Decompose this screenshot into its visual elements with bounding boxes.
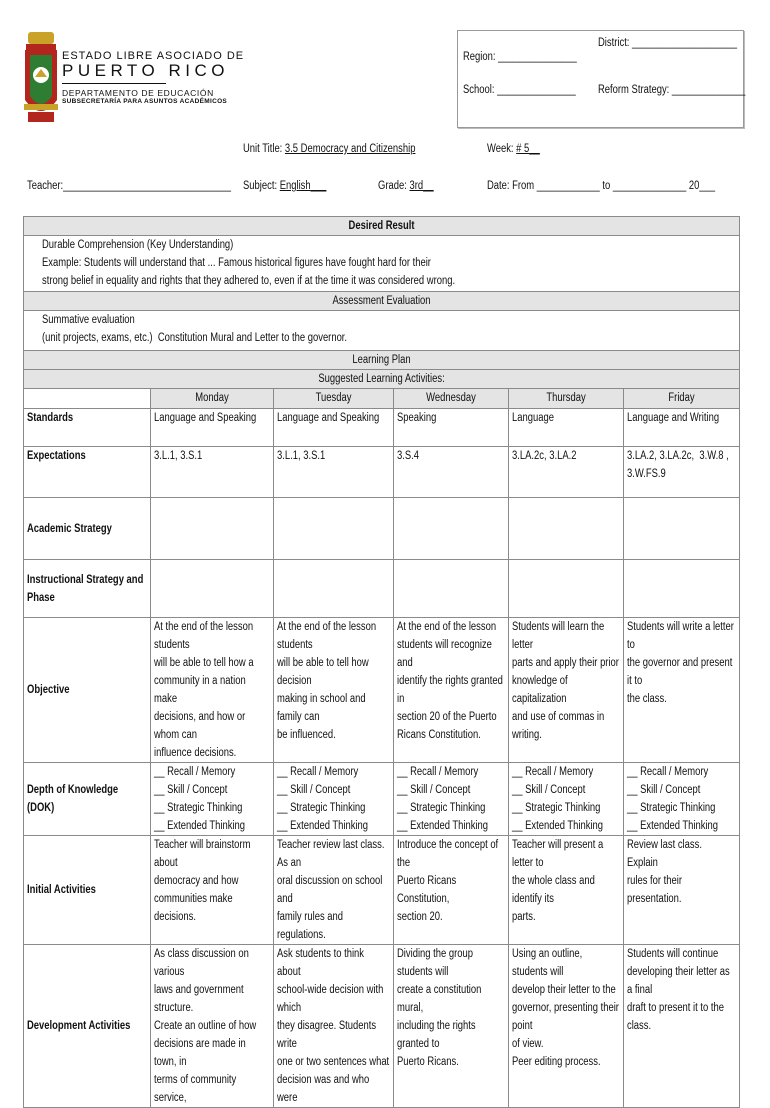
activity-cell-wednesday[interactable]: Dividing the group students will create a constitution mural, including the rights granted to Puerto Ricans.: [394, 945, 509, 1108]
header-line-4: SUBSECRETARÍA PARA ASUNTOS ACADÉMICOS: [62, 98, 228, 105]
header-line-2: PUERTO RICO: [62, 61, 229, 80]
table-row: [24, 945, 740, 1108]
activity-cell-monday[interactable]: 3.L.1, 3.S.1: [151, 447, 274, 498]
activity-cell-wednesday[interactable]: Speaking: [394, 409, 509, 447]
activity-cell-thursday[interactable]: Language: [509, 409, 624, 447]
activity-cell-wednesday[interactable]: [394, 560, 509, 618]
table-row: [24, 498, 740, 560]
activity-cell-tuesday[interactable]: Language and Speaking: [274, 409, 394, 447]
unit-title-label: Unit Title:: [243, 143, 283, 155]
activity-cell-monday[interactable]: At the end of the lesson students will be able to tell how a community in a nation make decisions, and how or whom can influence decisions.: [151, 618, 274, 763]
lesson-plan-table: [23, 216, 740, 1108]
coat-of-arms-seal: [22, 30, 60, 126]
row-label: Academic Strategy: [24, 498, 151, 560]
activity-cell-wednesday[interactable]: [394, 498, 509, 560]
activity-cell-tuesday[interactable]: Teacher review last class. As an oral discussion on school and family rules and regulations.: [274, 836, 394, 945]
row-label: Depth of Knowledge (DOK): [24, 763, 151, 836]
summative-text: Summative evaluation (unit projects, exams, etc.) Constitution Mural and Letter to the governor.: [42, 314, 348, 344]
day-header-monday: Monday: [151, 389, 274, 409]
activity-cell-monday[interactable]: Teacher will brainstorm about democracy and how communities make decisions.: [151, 836, 274, 945]
day-header-friday: Friday: [624, 389, 740, 409]
suggested-activities-heading: Suggested Learning Activities:: [24, 370, 740, 389]
activity-cell-tuesday[interactable]: [274, 560, 394, 618]
activity-cell-wednesday[interactable]: 3.S.4: [394, 447, 509, 498]
table-row: [24, 763, 740, 836]
table-row: [24, 836, 740, 945]
agency-header: [62, 50, 244, 105]
row-label: Objective: [24, 618, 151, 763]
day-header-thursday: Thursday: [509, 389, 624, 409]
activity-cell-friday[interactable]: [624, 560, 740, 618]
row-label: Expectations: [24, 447, 151, 498]
activity-cell-thursday[interactable]: Teacher will present a letter to the whole class and identify its parts.: [509, 836, 624, 945]
activity-cell-thursday[interactable]: Using an outline, students will develop their letter to the governor, presenting their point of view. Peer editing process.: [509, 945, 624, 1108]
activity-cell-wednesday[interactable]: At the end of the lesson students will recognize and identify the rights granted in section 20 of the Puerto Ricans Constitution.: [394, 618, 509, 763]
activity-cell-friday[interactable]: __ Recall / Memory __ Skill / Concept __ Strategic Thinking __ Extended Thinking: [624, 763, 740, 836]
day-header-wednesday: Wednesday: [394, 389, 509, 409]
desired-result-heading: Desired Result: [24, 217, 740, 236]
header-divider: [62, 83, 166, 84]
learning-plan-heading: Learning Plan: [24, 351, 740, 370]
activity-cell-friday[interactable]: Review last class. Explain rules for their presentation.: [624, 836, 740, 945]
unit-title-value[interactable]: 3.5 Democracy and Citizenship: [284, 143, 416, 155]
row-label: Standards: [24, 409, 151, 447]
row-label: Initial Activities: [24, 836, 151, 945]
unit-title: [243, 143, 415, 155]
subject: Subject: English___: [243, 180, 327, 192]
activity-cell-tuesday[interactable]: Ask students to think about school-wide decision with which they disagree. Students write one or two sentences what decision was and who were: [274, 945, 394, 1108]
activity-cell-friday[interactable]: Language and Writing: [624, 409, 740, 447]
teacher-field[interactable]: ________________________________: [63, 180, 232, 192]
teacher: [27, 180, 231, 192]
grade: Grade: 3rd__: [378, 180, 434, 192]
week: Week: # 5__: [487, 143, 540, 155]
school-field[interactable]: School: _______________: [463, 84, 576, 96]
activity-cell-thursday[interactable]: 3.LA.2c, 3.LA.2: [509, 447, 624, 498]
table-row: [24, 409, 740, 447]
activity-cell-monday[interactable]: [151, 560, 274, 618]
subject-value[interactable]: English: [279, 180, 311, 192]
day-header-tuesday: Tuesday: [274, 389, 394, 409]
activity-cell-monday[interactable]: Language and Speaking: [151, 409, 274, 447]
header-line-3: DEPARTAMENTO DE EDUCACIÓN: [62, 88, 214, 98]
activity-cell-monday[interactable]: __ Recall / Memory __ Skill / Concept __ Strategic Thinking __ Extended Thinking: [151, 763, 274, 836]
row-label: Development Activities: [24, 945, 151, 1108]
activity-cell-thursday[interactable]: [509, 498, 624, 560]
grade-value[interactable]: 3rd: [409, 180, 424, 192]
activity-cell-wednesday[interactable]: Introduce the concept of the Puerto Ricans Constitution, section 20.: [394, 836, 509, 945]
summative-cell[interactable]: [24, 311, 740, 351]
row-label: Instructional Strategy and Phase: [24, 560, 151, 618]
reform-strategy-field[interactable]: Reform Strategy: ______________: [598, 84, 746, 96]
subject-label: Subject:: [243, 180, 278, 192]
durable-label: Durable Comprehension (Key Understanding): [42, 239, 234, 251]
district-field[interactable]: District: ____________________: [598, 37, 737, 49]
activity-cell-friday[interactable]: Students will write a letter to the governor and present it to the class.: [624, 618, 740, 763]
activity-cell-friday[interactable]: [624, 498, 740, 560]
activity-cell-thursday[interactable]: Students will learn the letter parts and apply their prior knowledge of capitalization and use of commas in writing.: [509, 618, 624, 763]
week-label: Week:: [487, 143, 514, 155]
table-row: [24, 560, 740, 618]
table-row: [24, 618, 740, 763]
durable-comprehension-cell[interactable]: [24, 236, 740, 292]
activity-cell-monday[interactable]: [151, 498, 274, 560]
activity-cell-friday[interactable]: Students will continue developing their letter as a final draft to present it to the class.: [624, 945, 740, 1108]
table-row: [24, 447, 740, 498]
week-value[interactable]: # 5: [516, 143, 530, 155]
assessment-heading: Assessment Evaluation: [24, 292, 740, 311]
activity-cell-wednesday[interactable]: __ Recall / Memory __ Skill / Concept __ Strategic Thinking __ Extended Thinking: [394, 763, 509, 836]
activity-cell-friday[interactable]: 3.LA.2, 3.LA.2c, 3.W.8 , 3.W.FS.9: [624, 447, 740, 498]
activity-cell-tuesday[interactable]: [274, 498, 394, 560]
header-line-1: ESTADO LIBRE ASOCIADO DE: [62, 50, 245, 62]
activity-cell-tuesday[interactable]: __ Recall / Memory __ Skill / Concept __ Strategic Thinking __ Extended Thinking: [274, 763, 394, 836]
activity-cell-monday[interactable]: As class discussion on various laws and government structure. Create an outline of how decisions are made in town, in terms of community service,: [151, 945, 274, 1108]
activity-cell-tuesday[interactable]: At the end of the lesson students will be able to tell how decision making in school and family can be influenced.: [274, 618, 394, 763]
teacher-label: Teacher:: [27, 180, 64, 192]
activity-cell-thursday[interactable]: [509, 560, 624, 618]
date-range[interactable]: Date: From ____________ to ______________ 20___: [487, 180, 716, 192]
days-corner: [24, 389, 151, 409]
school-info-box: [457, 30, 744, 128]
activity-cell-tuesday[interactable]: 3.L.1, 3.S.1: [274, 447, 394, 498]
durable-example: Example: Students will understand that ... Famous historical figures have fought hard for their strong belief in equality and rights that they adhered to, even if at the time it was considered wrong.: [42, 257, 456, 287]
region-field[interactable]: Region: _______________: [463, 51, 577, 63]
activity-cell-thursday[interactable]: __ Recall / Memory __ Skill / Concept __ Strategic Thinking __ Extended Thinking: [509, 763, 624, 836]
grade-label: Grade:: [378, 180, 407, 192]
